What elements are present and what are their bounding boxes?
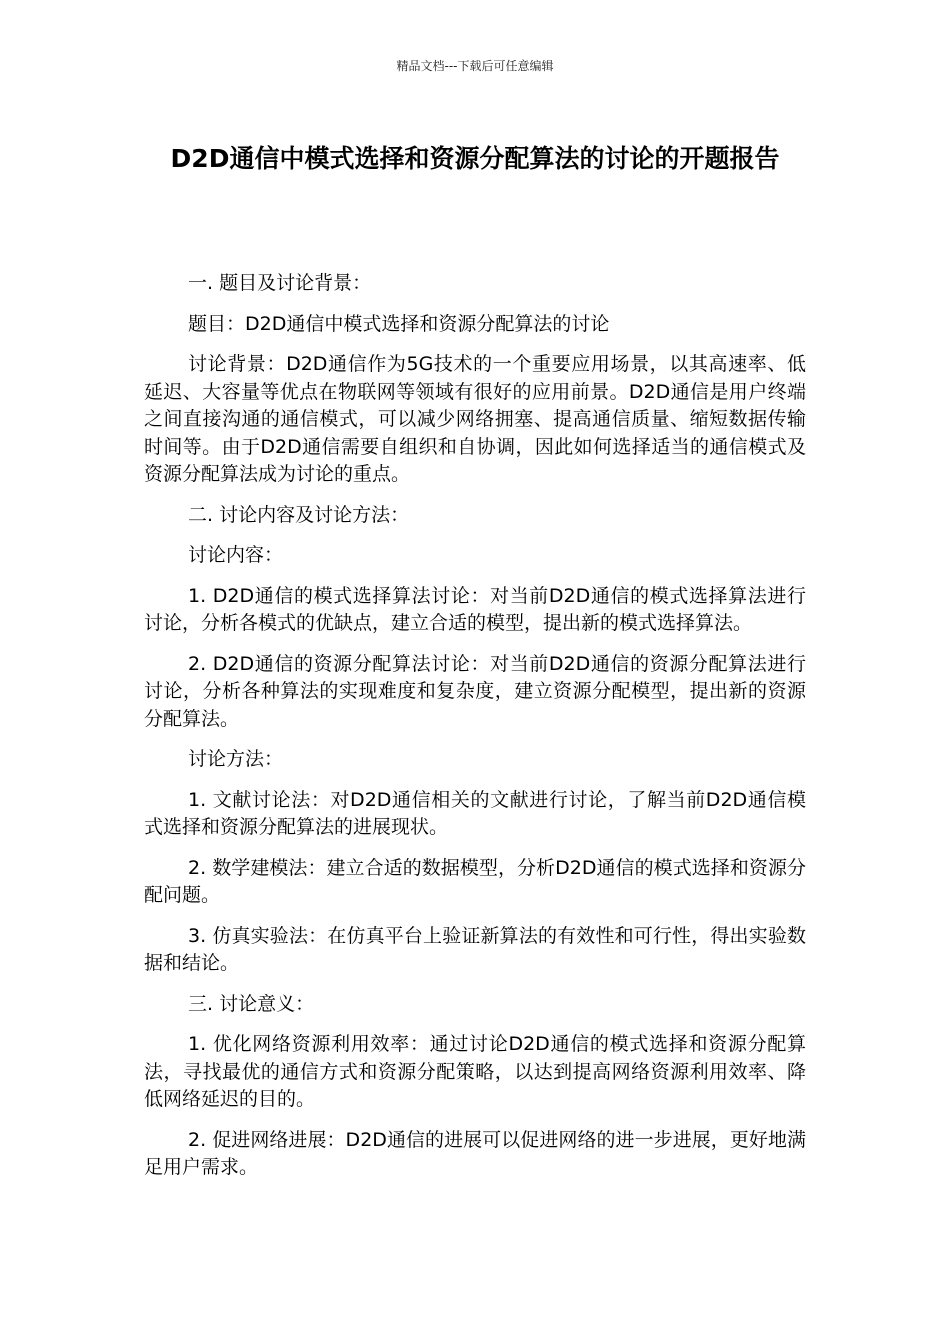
section-heading-2: 二. 讨论内容及讨论方法： [188,503,410,526]
content-item-1: 1. D2D通信的模式选择算法讨论：对当前D2D通信的模式选择算法进行讨论，分析各模式的优缺点，建立合适的模型，提出新的模式选择算法。 [144,584,806,634]
significance-item-2: 2. 促进网络进展：D2D通信的进展可以促进网络的进一步进展，更好地满足用户需求。 [144,1128,806,1178]
topic-paragraph: 题目：D2D通信中模式选择和资源分配算法的讨论 [188,312,610,335]
content-item-2: 2. D2D通信的资源分配算法讨论：对当前D2D通信的资源分配算法进行讨论，分析各种算法的实现难度和复杂度，建立资源分配模型，提出新的资源分配算法。 [144,652,806,730]
document-body [144,270,806,1195]
method-item-1: 1. 文献讨论法：对D2D通信相关的文献进行讨论，了解当前D2D通信模式选择和资源分配算法的进展现状。 [144,788,806,838]
significance-item-1: 1. 优化网络资源利用效率：通过讨论D2D通信的模式选择和资源分配算法，寻找最优的通信方式和资源分配策略，以达到提高网络资源利用效率、降低网络延迟的目的。 [144,1033,806,1110]
document-title: D2D通信中模式选择和资源分配算法的讨论的开题报告 [170,144,780,173]
background-paragraph: 讨论背景：D2D通信作为5G技术的一个重要应用场景，以其高速率、低延迟、大容量等优点在物联网等领域有很好的应用前景。D2D通信是用户终端之间直接沟通的通信模式，可以减少网络拥塞、提高通信质量、缩短数据传输时间等。由于D2D通信需要自组织和自协调，因此如何选择适当的通信模式及资源分配算法成为讨论的重点。 [144,353,806,485]
method-item-3: 3. 仿真实验法：在仿真平台上验证新算法的有效性和可行性，得出实验数据和结论。 [144,924,806,974]
section-heading-3: 三. 讨论意义： [188,992,315,1015]
subheading-methods: 讨论方法： [188,748,284,770]
page-header: 精品文档---下载后可任意编辑 [396,59,554,73]
section-heading-1: 一. 题目及讨论背景： [188,272,372,294]
subheading-content: 讨论内容： [188,544,284,566]
method-item-2: 2. 数学建模法：建立合适的数据模型，分析D2D通信的模式选择和资源分配问题。 [144,856,806,906]
